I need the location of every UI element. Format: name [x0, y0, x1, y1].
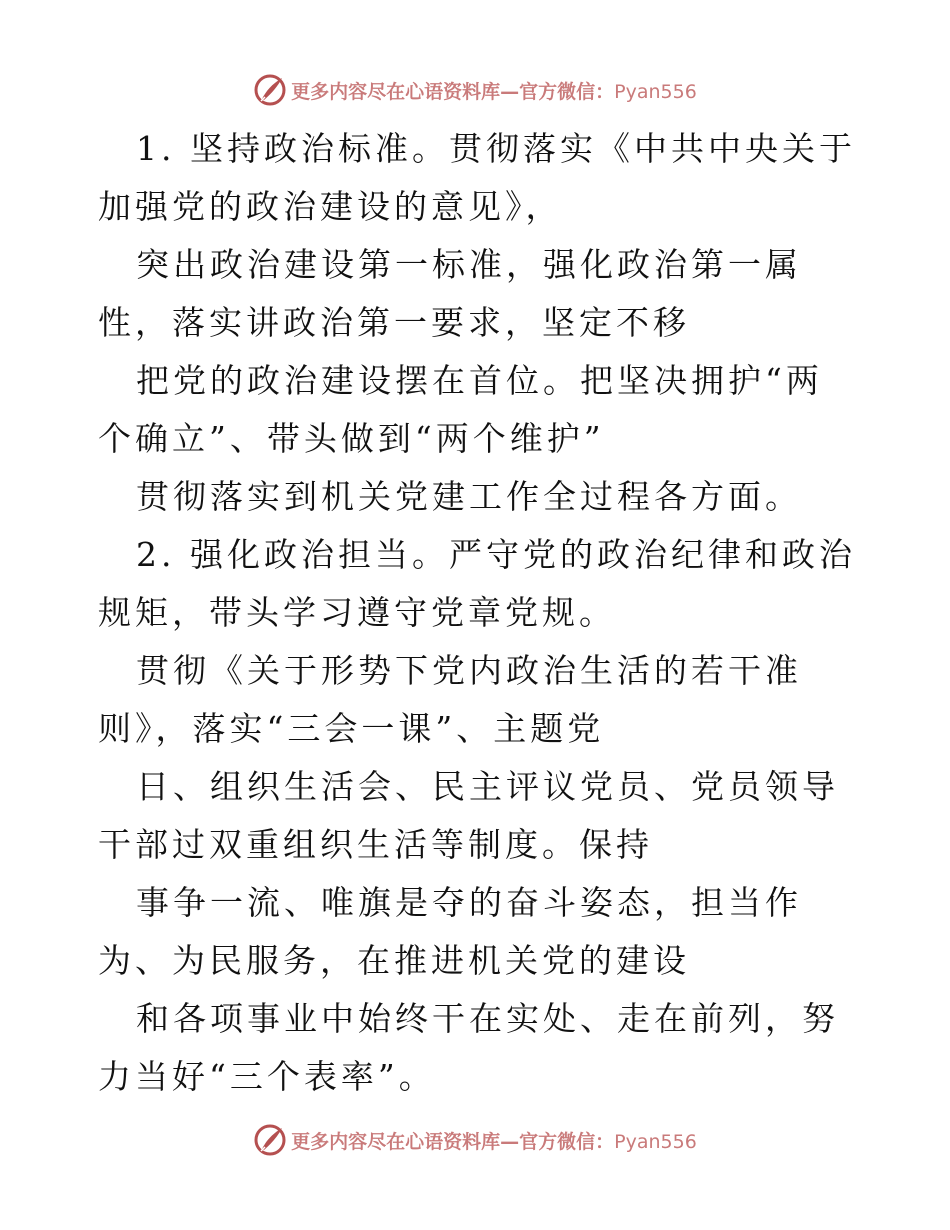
document-body: [98, 120, 858, 1106]
paragraph: 把党的政治建设摆在首位。把坚决拥护“两个确立”、带头做到“两个维护”: [98, 361, 823, 458]
paragraph: 2. 强化政治担当。严守党的政治纪律和政治规矩，带头学习遵守党章党规。: [98, 535, 856, 632]
paragraph: 贯彻落实到机关党建工作全过程各方面。: [136, 477, 802, 516]
paragraph: 日、组织生活会、民主评议党员、党员领导干部过双重组织生活等制度。保持: [98, 767, 839, 864]
paragraph: 和各项事业中始终干在实处、走在前列，努力当好“三个表率”。: [98, 999, 839, 1096]
paragraph: 事争一流、唯旗是夺的奋斗姿态，担当作为、为民服务，在推进机关党的建设: [98, 883, 802, 980]
header-banner-text: 更多内容尽在心语资料库—官方微信：Pyan556: [291, 80, 697, 103]
footer-banner-text: 更多内容尽在心语资料库—官方微信：Pyan556: [291, 1130, 697, 1153]
paragraph: 1. 坚持政治标准。贯彻落实《中共中央关于加强党的政治建设的意见》，: [98, 129, 856, 226]
footer-banner: [0, 1120, 950, 1160]
paragraph: 突出政治建设第一标准，强化政治第一属性，落实讲政治第一要求，坚定不移: [98, 245, 802, 342]
feather-pen-logo-icon: [253, 1123, 287, 1157]
header-banner: [0, 70, 950, 110]
paragraph: 贯彻《关于形势下党内政治生活的若干准则》，落实“三会一课”、主题党: [98, 651, 802, 748]
feather-pen-logo-icon: [253, 73, 287, 107]
